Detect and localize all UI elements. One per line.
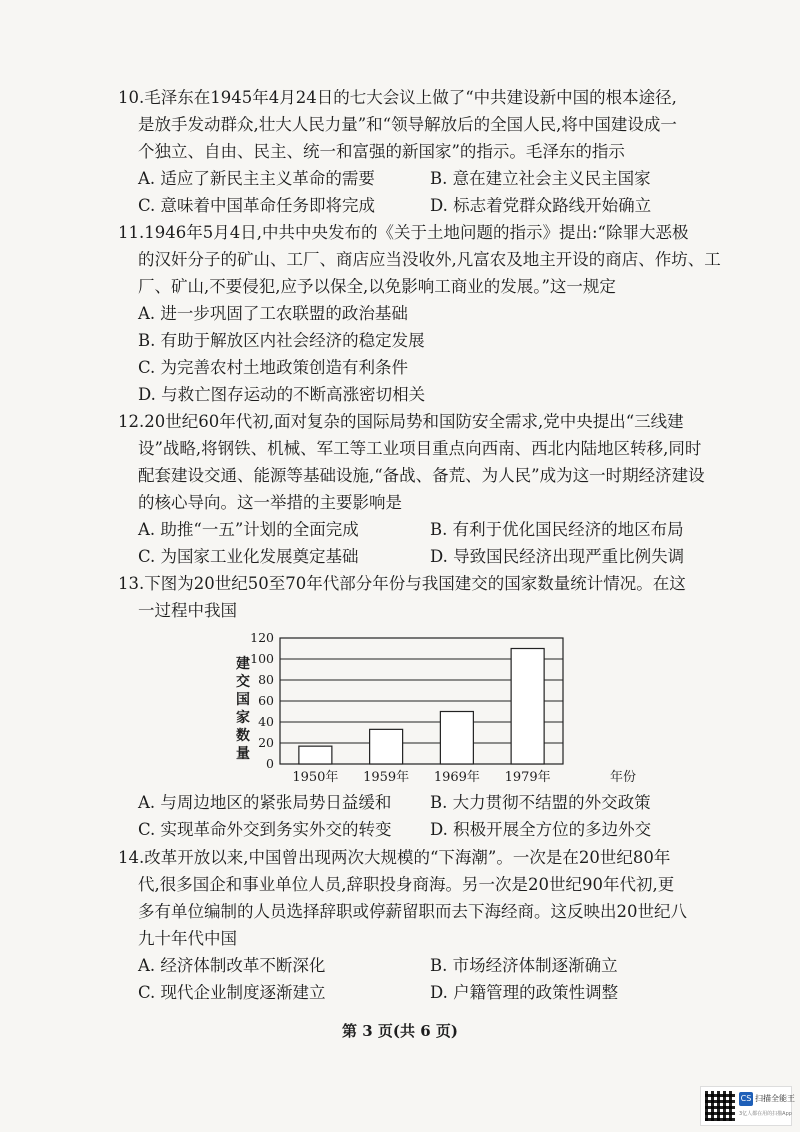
chart-x-tick-label: 1959年 <box>363 770 410 785</box>
question-11-option-a[interactable]: A. 进一步巩固了工农联盟的政治基础 <box>138 304 408 323</box>
chart-y-axis-label-char: 国 <box>236 692 250 708</box>
chart-y-tick-label: 20 <box>258 735 274 750</box>
question-11-line-1: 11.1946年5月4日,中共中央发布的《关于土地问题的指示》提出:“除罪大恶极 <box>118 223 689 242</box>
question-14-option-d[interactable]: D. 户籍管理的政策性调整 <box>430 983 619 1002</box>
chart-y-tick-label: 80 <box>258 672 274 687</box>
question-12-option-d[interactable]: D. 导致国民经济出现严重比例失调 <box>430 547 685 566</box>
chart-x-tick-label: 1979年 <box>504 770 551 785</box>
question-13-option-c[interactable]: C. 实现革命外交到务实外交的转变 <box>138 820 392 839</box>
question-10-option-a[interactable]: A. 适应了新民主主义革命的需要 <box>138 169 375 188</box>
camscanner-logo: CS <box>739 1092 753 1106</box>
chart-x-tick-label: 1969年 <box>433 770 480 785</box>
question-11-option-b[interactable]: B. 有助于解放区内社会经济的稳定发展 <box>138 331 425 350</box>
question-10-line-1: 10.毛泽东在1945年4月24日的七大会议上做了“中共建设新中国的根本途径, <box>118 88 677 107</box>
chart-y-axis-label-char: 量 <box>236 746 250 762</box>
chart-x-tick-label: 1950年 <box>292 770 339 785</box>
scanner-app-name: 扫描全能王 <box>755 1094 795 1103</box>
question-11-option-c[interactable]: C. 为完善农村土地政策创造有利条件 <box>138 358 409 377</box>
chart-y-tick-label: 100 <box>250 651 274 666</box>
chart-y-axis-label <box>236 655 250 762</box>
chart-y-axis-label-char: 建 <box>236 656 250 672</box>
question-12-line-3: 配套建设交通、能源等基础设施,“备战、备荒、为人民”成为这一时期经济建设 <box>138 466 705 485</box>
question-11-line-2: 的汉奸分子的矿山、工厂、商店应当没收外,凡富农及地主开设的商店、作坊、工 <box>138 250 721 269</box>
chart-bar <box>440 712 473 765</box>
question-10-option-b[interactable]: B. 意在建立社会主义民主国家 <box>430 169 651 188</box>
question-13-line-1: 13.下图为20世纪50至70年代部分年份与我国建交的国家数量统计情况。在这 <box>118 574 686 593</box>
question-13-line-2: 一过程中我国 <box>138 601 237 620</box>
chart-bar <box>370 729 403 764</box>
question-11-option-d[interactable]: D. 与救亡图存运动的不断高涨密切相关 <box>138 385 426 404</box>
chart-y-tick-label: 60 <box>258 693 274 708</box>
page-footer: 第 3 页(共 6 页) <box>342 1022 458 1040</box>
question-10-line-2: 是放手发动群众,壮大人民力量”和“领导解放后的全国人民,将中国建设成一 <box>138 115 677 134</box>
qr-code-icon <box>705 1091 735 1121</box>
chart-y-axis-label-char: 数 <box>236 728 250 744</box>
chart-bar <box>299 746 332 764</box>
chart-bar <box>511 649 544 765</box>
question-14-line-2: 代,很多国企和事业单位人员,辞职投身商海。另一次是20世纪90年代初,更 <box>138 875 675 894</box>
question-10-option-d[interactable]: D. 标志着党群众路线开始确立 <box>430 196 652 215</box>
chart-y-axis-label-char: 家 <box>236 710 250 726</box>
question-14-option-c[interactable]: C. 现代企业制度逐渐建立 <box>138 983 326 1002</box>
question-10-line-3: 个独立、自由、民主、统一和富强的新国家”的指示。毛泽东的指示 <box>138 142 625 161</box>
question-14-line-1: 14.改革开放以来,中国曾出现两次大规模的“下海潮”。一次是在20世纪80年 <box>118 848 671 867</box>
question-12-option-c[interactable]: C. 为国家工业化发展奠定基础 <box>138 547 359 566</box>
question-12-option-b[interactable]: B. 有利于优化国民经济的地区布局 <box>430 520 684 539</box>
question-14-line-3: 多有单位编制的人员选择辞职或停薪留职而去下海经商。这反映出20世纪八 <box>138 902 687 921</box>
question-14-option-b[interactable]: B. 市场经济体制逐渐确立 <box>430 956 618 975</box>
diplomatic-relations-bar-chart <box>225 628 665 790</box>
question-12-line-2: 设”战略,将钢铁、机械、军工等工业项目重点向西南、西北内陆地区转移,同时 <box>138 439 702 458</box>
question-10-option-c[interactable]: C. 意味着中国革命任务即将完成 <box>138 196 376 215</box>
chart-y-axis-label-char: 交 <box>236 674 250 690</box>
chart-y-tick-label: 120 <box>250 630 274 645</box>
question-12-line-1: 12.20世纪60年代初,面对复杂的国际局势和国防安全需求,党中央提出“三线建 <box>118 412 684 431</box>
question-11-line-3: 厂、矿山,不要侵犯,应予以保全,以免影响工商业的发展。”这一规定 <box>138 277 616 296</box>
chart-y-tick-label: 0 <box>266 756 274 771</box>
question-14-option-a[interactable]: A. 经济体制改革不断深化 <box>138 956 326 975</box>
question-13-option-a[interactable]: A. 与周边地区的紧张局势日益缓和 <box>138 793 392 812</box>
question-13-option-d[interactable]: D. 积极开展全方位的多边外交 <box>430 820 652 839</box>
question-14-line-4: 九十年代中国 <box>138 929 237 948</box>
question-13-option-b[interactable]: B. 大力贯彻不结盟的外交政策 <box>430 793 651 812</box>
scanner-watermark <box>700 1086 795 1126</box>
chart-y-tick-label: 40 <box>258 714 274 729</box>
scanner-tagline: 3亿人都在用的扫描App <box>739 1111 792 1117</box>
question-12-line-4: 的核心导向。这一举措的主要影响是 <box>138 493 402 512</box>
question-12-option-a[interactable]: A. 助推“一五”计划的全面完成 <box>138 520 359 539</box>
chart-x-axis-label: 年份 <box>610 770 637 785</box>
